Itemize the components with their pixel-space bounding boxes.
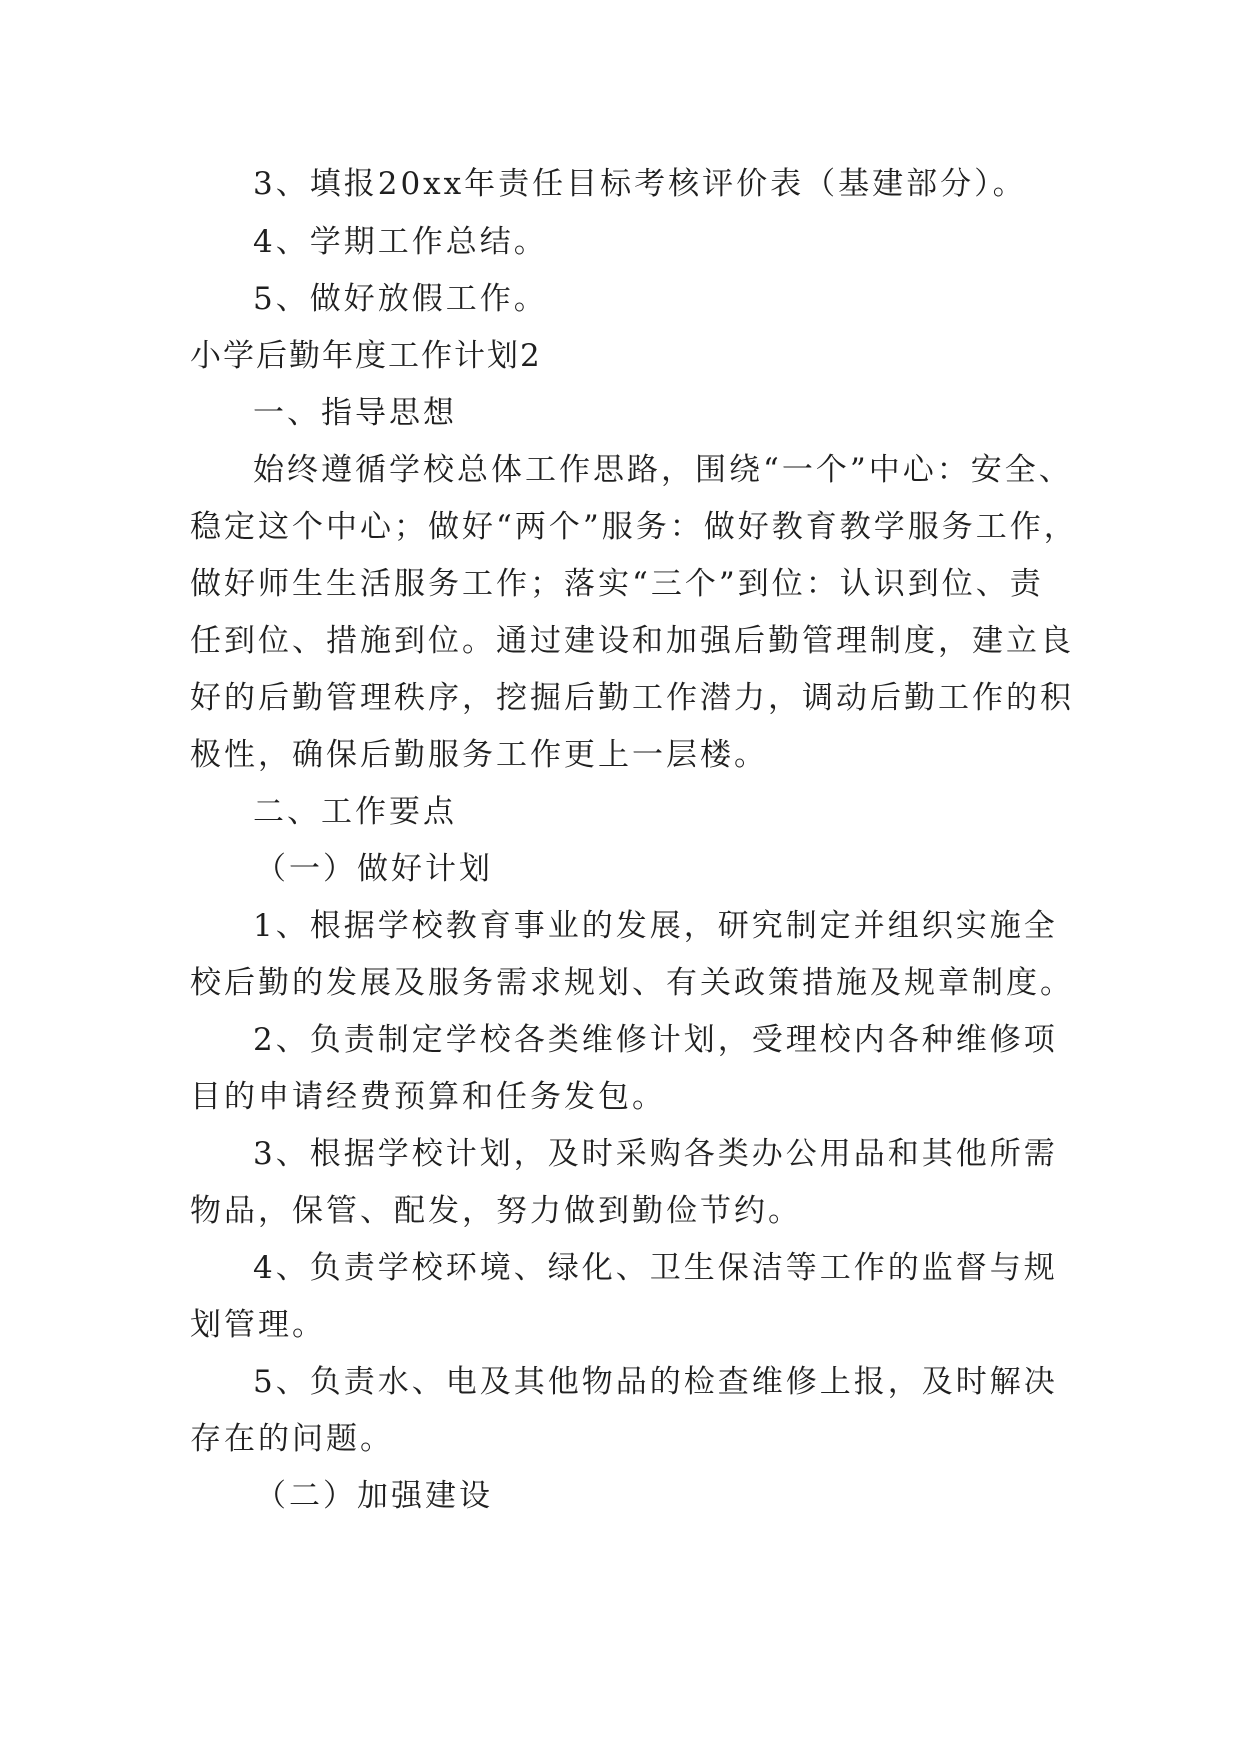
subheading-strengthen-building: （二）加强建设: [255, 1478, 493, 1514]
paragraph-line: 始终遵循学校总体工作思路，围绕“一个”中心：安全、: [253, 452, 1073, 488]
paragraph-line: 物品，保管、配发，努力做到勤俭节约。: [190, 1193, 802, 1229]
paragraph-line: 4、负责学校环境、绿化、卫生保洁等工作的监督与规: [253, 1250, 1058, 1286]
heading-work-points: 二、工作要点: [253, 794, 457, 830]
paragraph-line: 任到位、措施到位。通过建设和加强后勤管理制度，建立良: [190, 623, 1074, 659]
item-5-line: 5、做好放假工作。: [253, 281, 548, 317]
heading-guiding-thought: 一、指导思想: [253, 395, 457, 431]
paragraph-line: 5、负责水、电及其他物品的检查维修上报，及时解决: [253, 1364, 1058, 1400]
paragraph-line: 稳定这个中心；做好“两个”服务：做好教育教学服务工作，: [190, 509, 1078, 545]
paragraph-line: 做好师生生活服务工作；落实“三个”到位：认识到位、责: [190, 566, 1044, 602]
paragraph-line: 3、根据学校计划，及时采购各类办公用品和其他所需: [253, 1136, 1058, 1172]
paragraph-line: 划管理。: [190, 1307, 326, 1343]
item-3-line: 3、填报20xx年责任目标考核评价表（基建部分）。: [253, 166, 1027, 202]
paragraph-line: 极性，确保后勤服务工作更上一层楼。: [190, 737, 768, 773]
paragraph-line: 1、根据学校教育事业的发展，研究制定并组织实施全: [253, 908, 1058, 944]
paragraph-line: 目的申请经费预算和任务发包。: [190, 1079, 666, 1115]
subheading-planning: （一）做好计划: [255, 851, 493, 887]
paragraph-line: 好的后勤管理秩序，挖掘后勤工作潜力，调动后勤工作的积: [190, 680, 1074, 716]
paragraph-line: 校后勤的发展及服务需求规划、有关政策措施及规章制度。: [190, 965, 1074, 1001]
paragraph-line: 2、负责制定学校各类维修计划，受理校内各种维修项: [253, 1022, 1058, 1058]
section-title: 小学后勤年度工作计划2: [190, 338, 542, 374]
item-4-line: 4、学期工作总结。: [253, 224, 548, 260]
paragraph-line: 存在的问题。: [190, 1421, 394, 1457]
